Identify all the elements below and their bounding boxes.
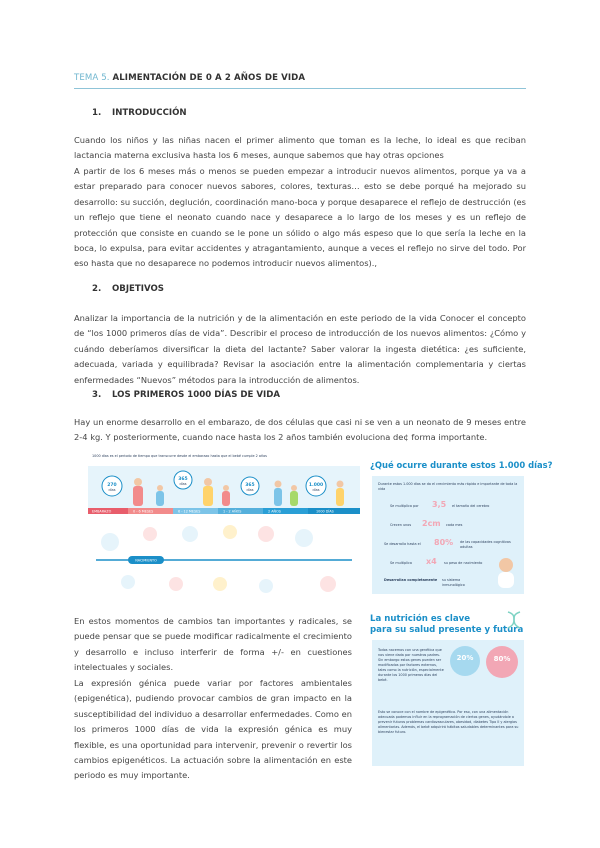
svg-text:días: días bbox=[246, 488, 254, 492]
svg-text:días: días bbox=[108, 488, 116, 492]
infographic-timeline bbox=[88, 452, 360, 608]
stage-label-5: 2 AÑOS bbox=[268, 509, 281, 514]
primeros-paragraph-3: La expresión génica puede variar por factores ambientales (epigenética), pudiendo provocar cambios de gran impacto en la susceptibilidad del individuo a desarrollar enfermedades. Como en los primeros 1000 días de vida la expresión génica es muy flexible, es una oportunidad para intervenir, prevenir o revertir los cambios epigenéticos. La actuación sobre la alimentación en este periodo es muy importante. bbox=[74, 678, 352, 781]
svg-text:270: 270 bbox=[107, 483, 117, 488]
que-ocurre-item-1: Se multiplica por 3,5 el tamaño del cerebro bbox=[390, 500, 490, 509]
timeline-banner: 1000 días es el periodo de tiempo que transcurre desde el embarazo hasta que el bebé cumple 2 años bbox=[92, 454, 267, 458]
svg-text:365: 365 bbox=[245, 483, 255, 488]
timeline-circle-1 bbox=[102, 476, 122, 496]
document-header bbox=[74, 73, 305, 83]
timeline-circle-3 bbox=[241, 477, 259, 495]
section-number: 1. bbox=[92, 108, 102, 118]
nutricion-text-2: Esto se conoce con el nombre de epigenética. Por eso, con una alimentación adecuada podemos influir en la reprogramación de ciertos genes, ayudándole a prevenir futuros problemas cardiovasculares, obesidad, diabetes Tipo II y alergias alimentarias. Además, el bebé adquirirá hábitos saludables determinantes para su bienestar futuro. bbox=[378, 710, 519, 734]
nutricion-title-line2: para su salud presente y futura bbox=[370, 625, 524, 635]
svg-text:1.000: 1.000 bbox=[308, 483, 324, 488]
stage-label-4: 1 - 2 AÑOS bbox=[223, 509, 242, 514]
que-ocurre-panel bbox=[372, 476, 524, 594]
infographic-que-ocurre bbox=[368, 452, 553, 598]
section-title: LOS PRIMEROS 1000 DÍAS DE VIDA bbox=[112, 390, 280, 400]
section-title: INTRODUCCIÓN bbox=[112, 108, 187, 118]
section-number: 2. bbox=[92, 284, 102, 294]
que-ocurre-intro: Durante estos 1.000 días se da el crecimiento más rápido e importante de toda la vida bbox=[378, 482, 518, 491]
nutricion-panel bbox=[372, 640, 524, 766]
que-ocurre-item-4: Se multiplica x4 su peso de nacimiento bbox=[390, 557, 483, 566]
nutricion-title-line1: La nutrición es clave bbox=[370, 614, 471, 624]
section-title: OBJETIVOS bbox=[112, 284, 164, 294]
header-rule bbox=[74, 88, 526, 89]
que-ocurre-item-3: Se desarrolla hasta el 80% de las capacidades cognitivas adultas bbox=[384, 538, 511, 549]
stage-label-6: 1000 DÍAS bbox=[316, 509, 334, 514]
primeros-paragraph-1: Hay un enorme desarrollo en el embarazo, de dos células que casi ni se ven a un neonato de 9 meses entre 2-4 kg. Y posteriormente, cuando nace hasta los 2 años también evoluciona de¢ forma importante. bbox=[74, 417, 526, 443]
dna-icon bbox=[504, 610, 524, 630]
timeline-circle-2 bbox=[174, 471, 192, 489]
intro-paragraph-1: Cuando los niños y las niñas nacen el primer alimento que toman es la leche, lo ideal es que reciban lactancia materna exclusiva hasta los 6 meses, aunque sabemos que hay otras opciones bbox=[74, 135, 526, 161]
stat-circle-1: 20% bbox=[450, 646, 480, 676]
birth-label: NACIMIENTO bbox=[135, 558, 157, 563]
intro-paragraph-2: A partir de los 6 meses más o menos se pueden empezar a introducir nuevos alimentos, porque ya va a estar preparado para conocer nuevos sabores, colores, texturas… esto se debe porqué ha mejorado su desarrollo: su succión, deglución, coordinación mano-boca y porque desaparece el reflejo de destrucción (es un reflejo que tiene el neonato cuando nace y desaparece a lo largo de los meses y es un reflejo de protección que consiste en cuando se le pone un sólido o algo más espeso que lo que sería la leche en la boca, lo expulsa, para evitar accidentes y atragantamiento, aunque a veces el reflejo no sirve del todo. Por eso hasta que no desaparece no podemos introducir nuevos alimentos)., bbox=[74, 166, 526, 269]
nutricion-text-1: Todos nacemos con una genética que nos viene dada por nuestros padres. Sin embargo estos genes pueden ser modificados por factores externos, tales como la nutrición, especialmente durante los 1000 primeros días del bebé. bbox=[378, 648, 444, 682]
que-ocurre-item-5: Desarrollan completamente su sistema inmunológico bbox=[384, 578, 465, 587]
svg-text:días: días bbox=[312, 488, 320, 492]
section-number: 3. bbox=[92, 390, 102, 400]
infographic-nutricion bbox=[368, 610, 527, 768]
stage-label-1: EMBARAZO bbox=[92, 509, 112, 514]
primeros-paragraph-2: En estos momentos de cambios tan importantes y radicales, se puede pensar que se puede modificar radicalmente el crecimiento y desarrollo e incluso interferir de forma +/- en cuestiones intelectuales y sociales. bbox=[74, 616, 352, 673]
stage-label-3: 6 - 12 MESES bbox=[178, 509, 201, 514]
stage-label-2: 0 - 6 MESES bbox=[133, 509, 154, 514]
objetivos-paragraph: Analizar la importancia de la nutrición y de la alimentación en este periodo de la vida Conocer el concepto de “los 1000 primeros días de vida”. Describir el proceso de introducción de los nuevos alimentos: ¿Cómo y cuándo deberíamos diversificar la dieta del lactante? Saber valorar la ingesta dietética: ¿es suficiente, adecuada, variada y equilibrada? Revisar la asociación entre la alimentación complementaria y ciertas enfermedades “Nuevos” métodos para la introducción de alimentos. bbox=[74, 313, 526, 385]
timeline-circle-4 bbox=[306, 476, 326, 496]
header-tema: TEMA 5. bbox=[74, 73, 110, 83]
svg-text:días: días bbox=[179, 482, 187, 486]
baby-icon bbox=[492, 556, 520, 590]
que-ocurre-item-2: Crecen unos 2cm cada mes bbox=[390, 519, 463, 528]
svg-text:365: 365 bbox=[178, 477, 188, 482]
header-title: ALIMENTACIÓN DE 0 A 2 AÑOS DE VIDA bbox=[112, 73, 306, 83]
timeline-graphic bbox=[88, 452, 360, 608]
stat-circle-2: 80% bbox=[486, 646, 518, 678]
que-ocurre-title: ¿Qué ocurre durante estos 1.000 días? bbox=[370, 460, 553, 470]
